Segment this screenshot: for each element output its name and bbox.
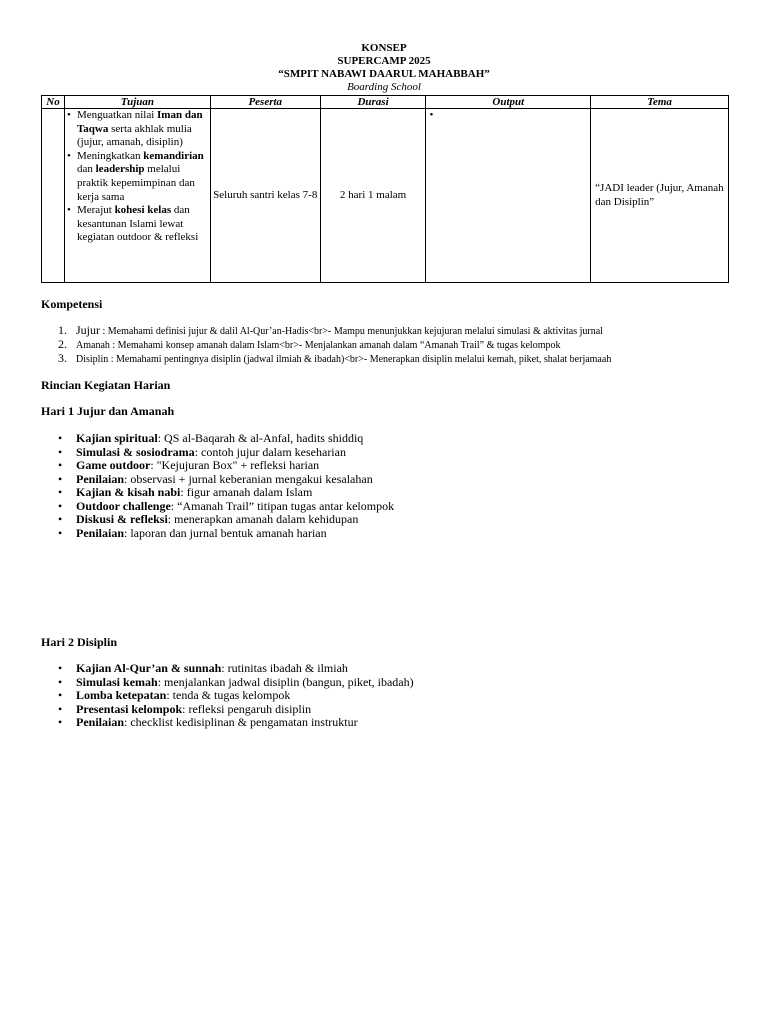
list-item: 3. Disiplin : Memahami pentingnya disiplin (jadwal ilmiah & ibadah)<br>- Menerapkan disiplin melalui kemah, piket, shalat berjamaah bbox=[58, 351, 612, 365]
cell-tema: “JADI leader (Jujur, Amanah dan Disiplin” bbox=[591, 109, 729, 283]
header-output: Output bbox=[426, 96, 591, 109]
cell-no bbox=[42, 109, 65, 283]
list-item: • Merajut kohesi kelas dan kesantunan Islami lewat kegiatan outdoor & refleksi bbox=[77, 204, 208, 245]
hari1-list bbox=[41, 432, 394, 540]
list-item: • Lomba ketepatan: tenda & tugas kelompok bbox=[41, 689, 414, 703]
cell-tujuan bbox=[64, 109, 210, 283]
list-item: • Diskusi & refleksi: menerapkan amanah dalam kehidupan bbox=[41, 513, 394, 527]
concept-table bbox=[41, 95, 729, 283]
title-school: “SMPIT NABAWI DAARUL MAHABBAH” bbox=[278, 68, 490, 80]
title-supercamp: SUPERCAMP 2025 bbox=[337, 55, 431, 67]
hari2-title: Hari 2 Disiplin bbox=[41, 635, 118, 649]
cell-output bbox=[426, 109, 591, 283]
list-item: • Simulasi kemah: menjalankan jadwal disiplin (bangun, piket, ibadah) bbox=[41, 676, 414, 690]
kompetensi-list bbox=[41, 324, 611, 366]
list-item: 1. Jujur : Memahami definisi jujur & dalil Al-Qur’an-Hadis<br>- Mampu menunjukkan kejujuran melalui simulasi & aktivitas jurnal bbox=[58, 323, 603, 337]
subtitle-boarding: Boarding School bbox=[347, 81, 421, 93]
header-no: No bbox=[42, 96, 65, 109]
hari1-title: Hari 1 Jujur dan Amanah bbox=[41, 404, 175, 418]
table-row bbox=[42, 109, 729, 283]
list-item: • Penilaian: checklist kedisiplinan & pengamatan instruktur bbox=[41, 716, 414, 730]
list-item: • Meningkatkan kemandirian dan leadership melalui praktik kepemimpinan dan kerja sama bbox=[77, 150, 208, 204]
list-item: • Penilaian: laporan dan jurnal bentuk amanah harian bbox=[41, 527, 394, 541]
list-item: • Presentasi kelompok: refleksi pengaruh disiplin bbox=[41, 703, 414, 717]
list-item: • Outdoor challenge: “Amanah Trail” titipan tugas antar kelompok bbox=[41, 500, 394, 514]
output-bullet: • bbox=[429, 109, 434, 121]
title-konsep: KONSEP bbox=[361, 42, 407, 54]
list-item: • Simulasi & sosiodrama: contoh jujur dalam keseharian bbox=[41, 446, 394, 460]
header-peserta: Peserta bbox=[210, 96, 320, 109]
tujuan-list bbox=[67, 109, 208, 245]
list-item: • Kajian spiritual: QS al-Baqarah & al-Anfal, hadits shiddiq bbox=[41, 432, 394, 446]
table-header-row bbox=[42, 96, 729, 109]
list-item: • Menguatkan nilai Iman dan Taqwa serta akhlak mulia (jujur, amanah, disiplin) bbox=[77, 109, 208, 150]
header-durasi: Durasi bbox=[320, 96, 426, 109]
list-item: • Penilaian: observasi + jurnal keberanian mengakui kesalahan bbox=[41, 473, 394, 487]
rincian-title: Rincian Kegiatan Harian bbox=[41, 378, 171, 392]
list-item: • Kajian Al-Qur’an & sunnah: rutinitas ibadah & ilmiah bbox=[41, 662, 414, 676]
document-heading bbox=[0, 42, 768, 94]
header-tujuan: Tujuan bbox=[64, 96, 210, 109]
list-item: • Kajian & kisah nabi: figur amanah dalam Islam bbox=[41, 486, 394, 500]
cell-durasi: 2 hari 1 malam bbox=[320, 109, 426, 283]
kompetensi-title: Kompetensi bbox=[41, 297, 103, 311]
cell-peserta: Seluruh santri kelas 7-8 bbox=[210, 109, 320, 283]
list-item: • Game outdoor: "Kejujuran Box" + refleksi harian bbox=[41, 459, 394, 473]
list-item: 2. Amanah : Memahami konsep amanah dalam Islam<br>- Menjalankan amanah dalam “Amanah Trail” & tugas kelompok bbox=[58, 337, 561, 351]
header-tema: Tema bbox=[591, 96, 729, 109]
hari2-list bbox=[41, 662, 414, 730]
